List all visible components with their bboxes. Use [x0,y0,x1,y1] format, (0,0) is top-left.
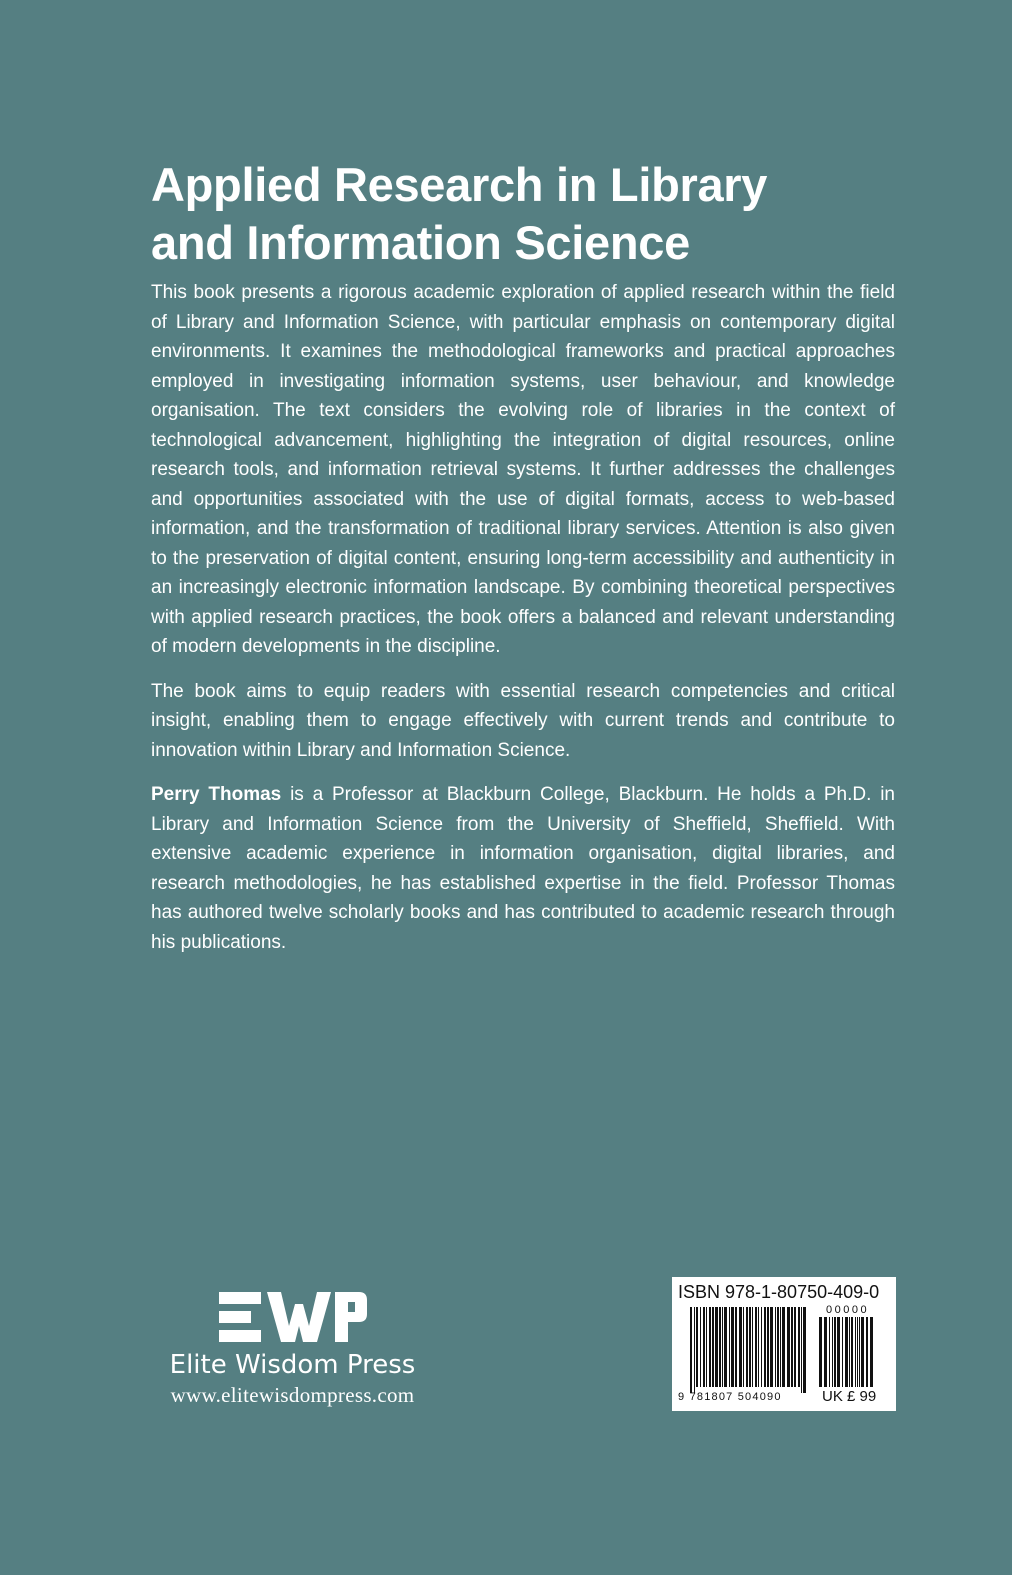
barcode-bar [735,1307,737,1387]
barcode-bar [696,1307,698,1387]
barcode-bar [709,1307,711,1387]
isbn-label: ISBN 978-1-80750-409-0 [678,1282,880,1302]
barcode-bar [731,1307,734,1387]
barcode-bar [855,1317,856,1387]
barcode-bar [819,1317,822,1387]
barcode-bar [803,1307,806,1393]
barcode-bar [743,1307,744,1387]
barcode-bar [832,1317,833,1387]
publisher-logo [219,1292,367,1344]
barcode-bar [861,1317,864,1387]
barcode-bar [834,1317,836,1387]
author-bio-text: is a Professor at Blackburn College, Blackburn. He holds a Ph.D. in Library and Information Science from the University of Sheffield, Sheffield. With extensive academic experience in information organisation, digital libraries, and research methodologies, he has established expertise in the field. Professor Thomas has authored twelve scholarly books and has contributed to academic research through his publications. [151,784,895,953]
barcode-bar [824,1317,827,1387]
barcode-bar [703,1307,705,1387]
barcode-bar [755,1307,757,1387]
barcode-bar [866,1317,868,1387]
barcode-bar [767,1307,769,1387]
barcode-bar [715,1307,718,1387]
barcode-bar [775,1307,776,1387]
barcode-bar [851,1317,853,1387]
barcode-bar [787,1307,790,1387]
publisher-url: www.elitewisdompress.com [170,1383,415,1407]
barcode-bar [801,1307,802,1393]
barcode-bar [746,1307,748,1387]
title-line-2: and Information Science [151,216,690,269]
barcode-bar [859,1317,860,1387]
publisher-block [150,1292,435,1408]
barcode-bar [764,1307,766,1387]
barcode-bar [791,1307,793,1387]
barcode-bar [719,1307,721,1387]
barcode-bar [845,1317,848,1387]
barcode-bar [712,1307,714,1387]
barcode-bar [782,1307,785,1387]
barcode-bar [798,1307,800,1387]
barcode-bar [724,1307,727,1387]
title-line-1: Applied Research in Library [151,158,768,211]
barcode-bar [842,1317,843,1387]
barcode-addon-digits: 00000 [826,1304,870,1316]
barcode-bar [870,1317,873,1387]
barcode-bar [761,1307,762,1387]
barcode-bar [829,1317,830,1387]
barcode-bar [837,1317,840,1387]
publisher-name: Elite Wisdom Press [169,1350,416,1380]
barcode-bar [739,1307,742,1387]
barcode-bar [777,1307,779,1387]
barcode-bar [729,1307,730,1387]
author-bio [151,780,895,957]
barcode-bar [690,1307,692,1393]
barcode-bar [794,1307,796,1387]
barcode-bar [694,1307,695,1393]
barcode-bar [770,1307,773,1387]
blurb-paragraph-1: This book presents a rigorous academic exploration of applied research within the field of Library and Information Science, with particular emphasis on contemporary digital environments. It examines the methodological frameworks and practical approaches employed in investigating information systems, user behaviour, and knowledge organisation. The text considers the evolving role of libraries in the context of technological advancement, highlighting the integration of digital resources, online research tools, and information retrieval systems. It further addresses the challenges and opportunities associated with the use of digital formats, access to web-based information, and the transformation of traditional library services. Attention is also given to the preservation of digital content, ensuring long-term accessibility and authenticity in an increasingly electronic information landscape. By combining theoretical perspectives with applied research practices, the book offers a balanced and relevant understanding of modern developments in the discipline. [151,282,895,657]
barcode-bar [780,1307,781,1387]
book-title [151,156,911,272]
blurb-paragraph-2: The book aims to equip readers with essential research competencies and critical insight, enabling them to engage effectively with current trends and contribute to innovation within Library and Information Science. [151,680,895,761]
blurb [151,278,895,972]
barcode-bar [752,1307,753,1387]
barcode-bar [722,1307,723,1387]
barcode-bar [700,1307,701,1387]
barcode-bar [849,1317,850,1387]
barcode-bar [706,1307,707,1387]
barcode-bar [749,1307,751,1387]
price-label: UK £ 99 [822,1388,877,1405]
author-name: Perry Thomas [151,784,282,805]
barcode-main-digits: 9 781807 504090 [678,1391,782,1403]
isbn-barcode [672,1277,896,1411]
barcode-bar [857,1317,858,1387]
barcode-bar [758,1307,759,1387]
